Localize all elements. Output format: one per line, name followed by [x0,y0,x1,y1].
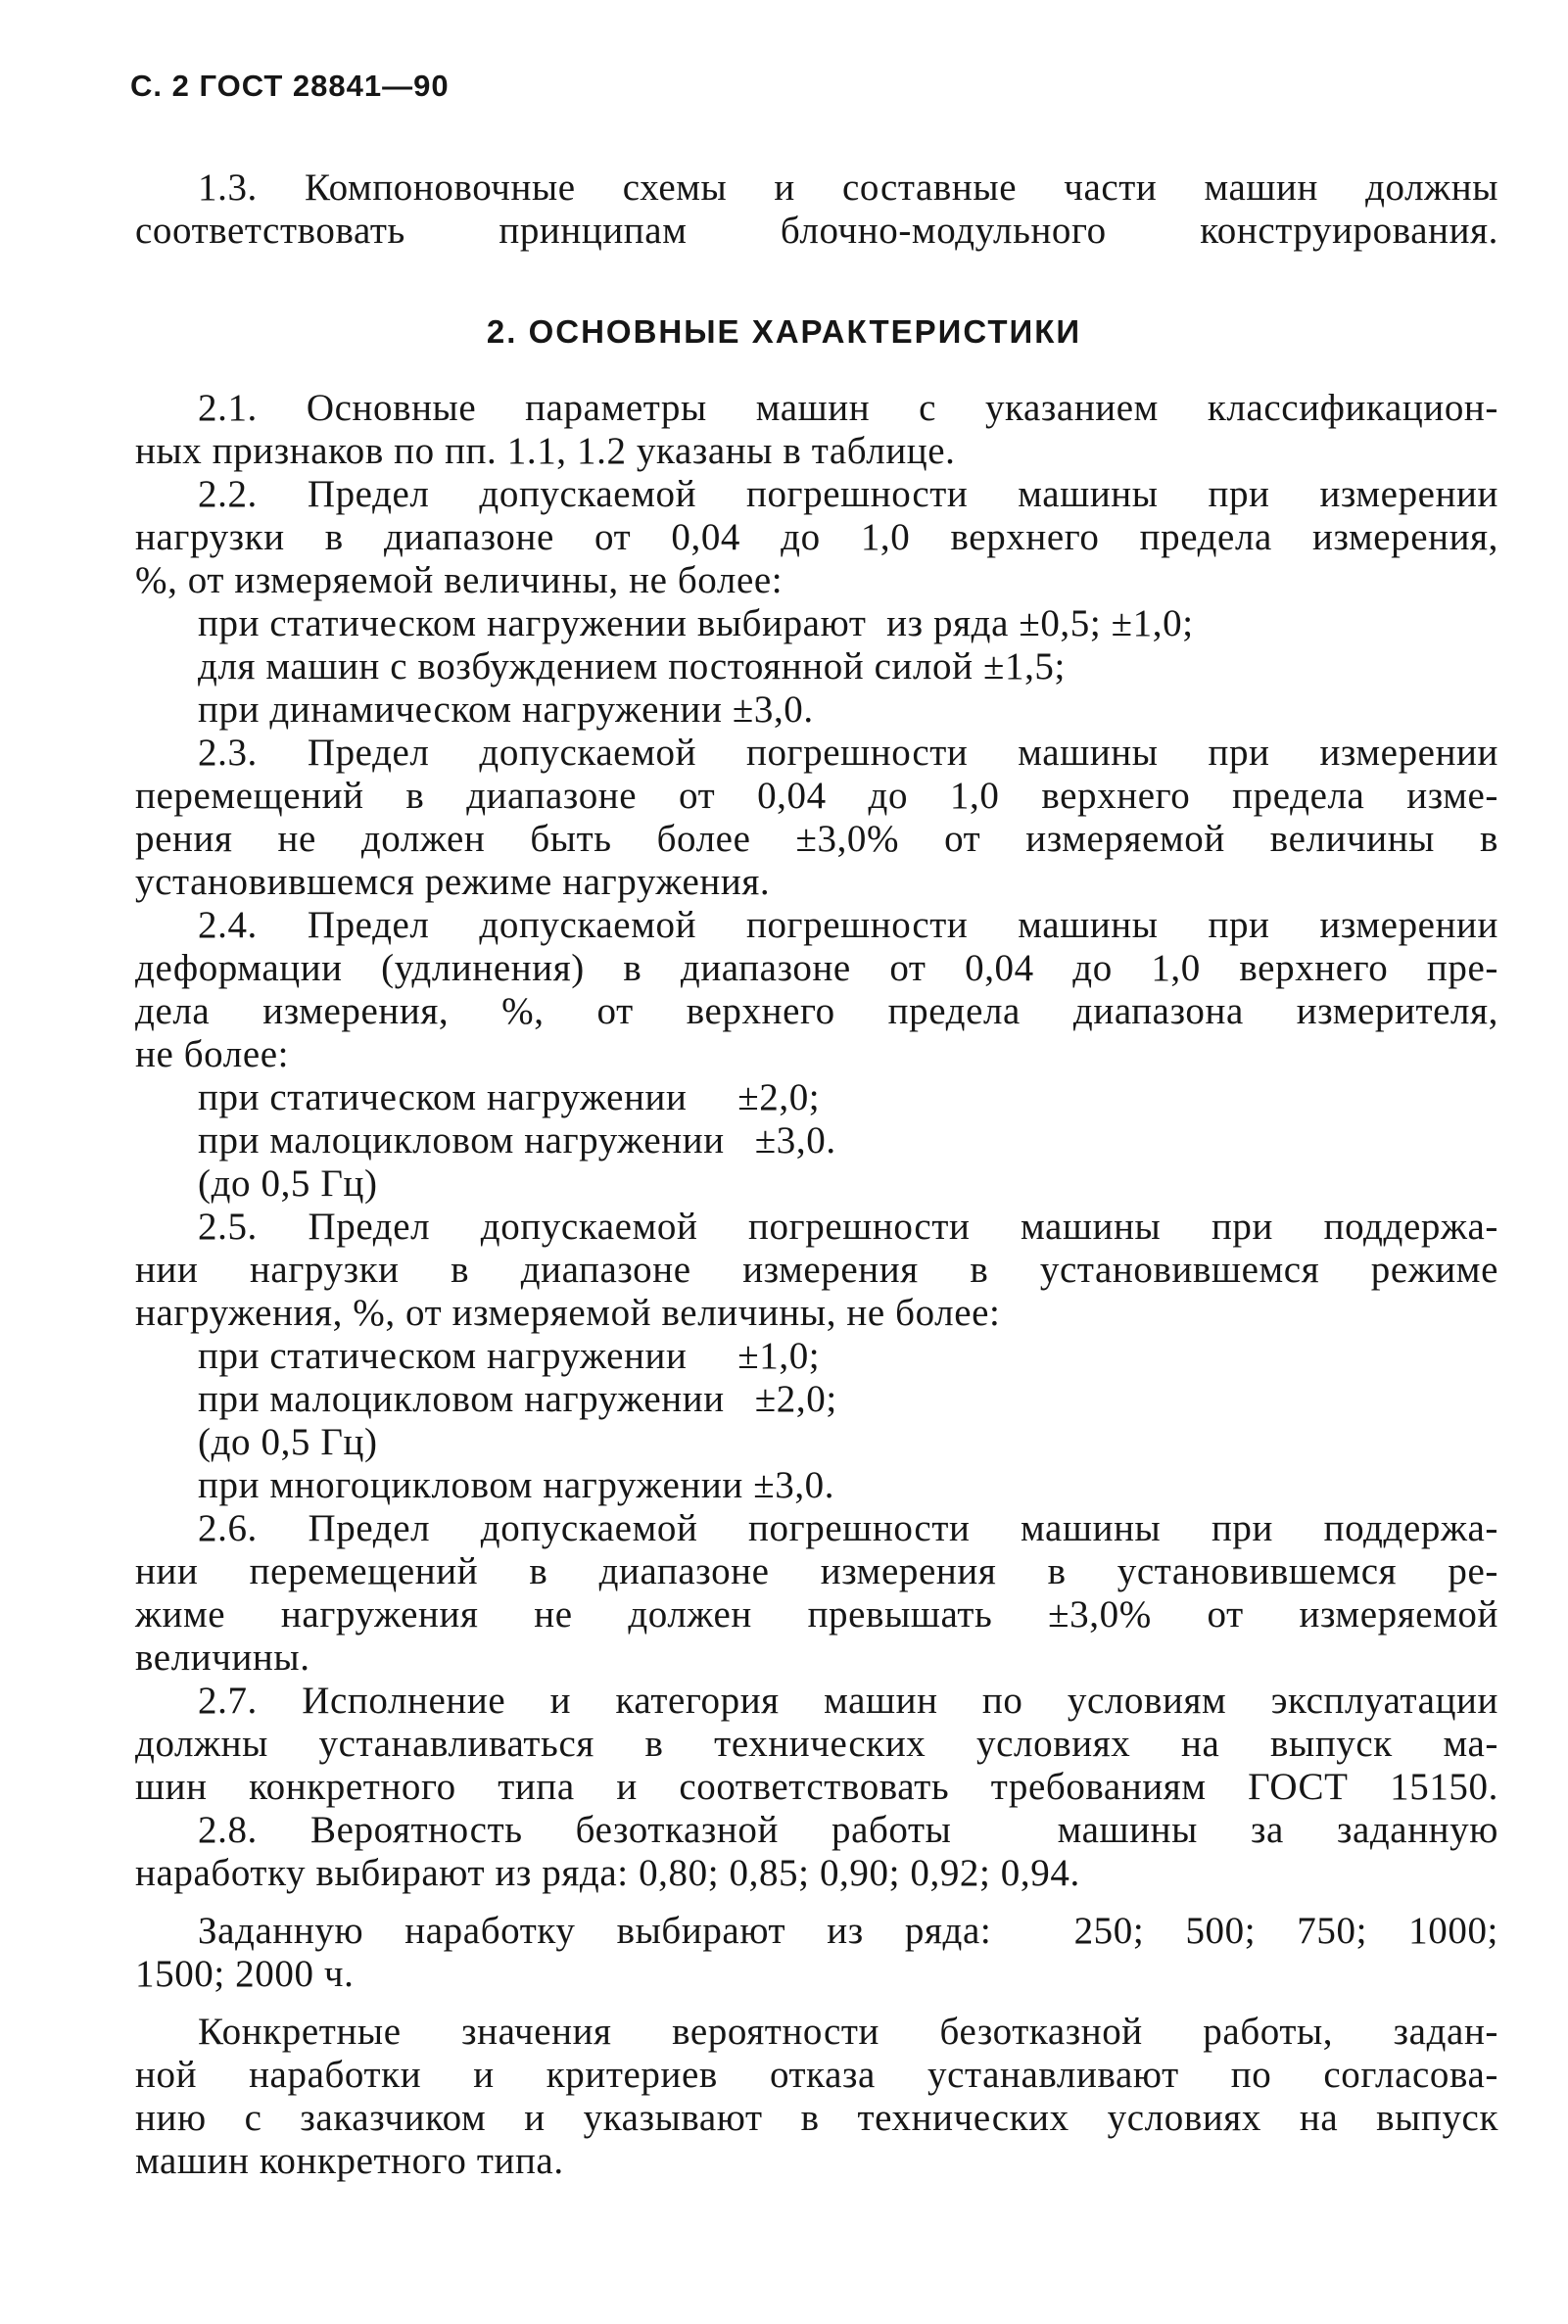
paragraph-naraborka-line: Заданную наработку выбирают из ряда: 250; 500; 750; 1000; [198,1910,1498,1952]
paragraph-2-4-line: при статическом нагружении ±2,0; [198,1076,821,1118]
paragraph-2-2-line: при статическом нагружении выбирают из ряда ±0,5; ±1,0; [198,602,1194,644]
paragraph-2-5-line: (до 0,5 Гц) [198,1421,378,1463]
paragraph-2-4-line: при малоцикловом нагружении ±3,0. [198,1119,836,1162]
paragraph-2-7-line: 2.7. Исполнение и категория машин по условиям эксплуатации [198,1680,1498,1722]
paragraph-2-2-line: %, от измеряемой величины, не более: [135,559,784,601]
paragraph-2-5-line: при малоцикловом нагружении ±2,0; [198,1378,837,1420]
paragraph-konkretnye-line: Конкретные значения вероятности безотказной работы, задан- [198,2011,1498,2053]
paragraph-2-5-line: при многоцикловом нагружении ±3,0. [198,1464,835,1506]
paragraph-2-3-line: перемещений в диапазоне от 0,04 до 1,0 верхнего предела изме- [135,775,1498,817]
paragraph-2-3-line: рения не должен быть более ±3,0% от измеряемой величины в [135,818,1498,860]
paragraph-2-2-line: нагрузки в диапазоне от 0,04 до 1,0 верхнего предела измерения, [135,516,1498,558]
paragraph-2-1-line: ных признаков по пп. 1.1, 1.2 указаны в таблице. [135,430,956,472]
paragraph-1-3-line: 1.3. Компоновочные схемы и составные части машин должны [198,166,1498,209]
paragraph-2-6-line: 2.6. Предел допускаемой погрешности машины при поддержа- [198,1507,1498,1549]
paragraph-2-1-line: 2.1. Основные параметры машин с указанием классификацион- [198,387,1498,429]
paragraph-konkretnye-line: машин конкретного типа. [135,2140,564,2182]
paragraph-2-3-line: установившемся режиме нагружения. [135,861,771,903]
page-header: С. 2 ГОСТ 28841—90 [130,69,450,103]
paragraph-konkretnye-line: нию с заказчиком и указывают в технических условиях на выпуск [135,2097,1498,2139]
paragraph-naraborka-line: 1500; 2000 ч. [135,1953,355,1995]
paragraph-2-4-line: 2.4. Предел допускаемой погрешности машины при измерении [198,904,1498,946]
paragraph-2-5-line: 2.5. Предел допускаемой погрешности машины при поддержа- [198,1206,1498,1248]
paragraph-2-2-line: для машин с возбуждением постоянной силой ±1,5; [198,645,1066,688]
paragraph-2-2-line: 2.2. Предел допускаемой погрешности машины при измерении [198,473,1498,515]
paragraph-2-4-line: деформации (удлинения) в диапазоне от 0,04 до 1,0 верхнего пре- [135,947,1498,989]
paragraph-2-6-line: величины. [135,1636,310,1679]
paragraph-2-8-line: наработку выбирают из ряда: 0,80; 0,85; 0,90; 0,92; 0,94. [135,1852,1080,1894]
paragraph-2-8-line: 2.8. Вероятность безотказной работы машины за заданную [198,1809,1498,1851]
section-heading: 2. ОСНОВНЫЕ ХАРАКТЕРИСТИКИ [486,313,1082,350]
paragraph-2-5-line: при статическом нагружении ±1,0; [198,1335,821,1377]
paragraph-2-6-line: нии перемещений в диапазоне измерения в установившемся ре- [135,1550,1498,1592]
paragraph-2-4-line: (до 0,5 Гц) [198,1162,378,1205]
paragraph-2-5-line: нагружения, %, от измеряемой величины, не более: [135,1292,1001,1334]
paragraph-konkretnye-line: ной наработки и критериев отказа устанавливают по согласова- [135,2054,1498,2096]
paragraph-2-7-line: шин конкретного типа и соответствовать требованиям ГОСТ 15150. [135,1766,1498,1808]
paragraph-2-4-line: дела измерения, %, от верхнего предела диапазона измерителя, [135,990,1498,1032]
paragraph-1-3-line: соответствовать принципам блочно-модульного конструирования. [135,210,1498,252]
paragraph-2-2-line: при динамическом нагружении ±3,0. [198,688,814,731]
paragraph-2-3-line: 2.3. Предел допускаемой погрешности машины при измерении [198,732,1498,774]
paragraph-2-4-line: не более: [135,1033,290,1075]
paragraph-2-6-line: жиме нагружения не должен превышать ±3,0% от измеряемой [135,1593,1498,1636]
paragraph-2-7-line: должны устанавливаться в технических условиях на выпуск ма- [135,1723,1498,1765]
paragraph-2-5-line: нии нагрузки в диапазоне измерения в установившемся режиме [135,1249,1498,1291]
